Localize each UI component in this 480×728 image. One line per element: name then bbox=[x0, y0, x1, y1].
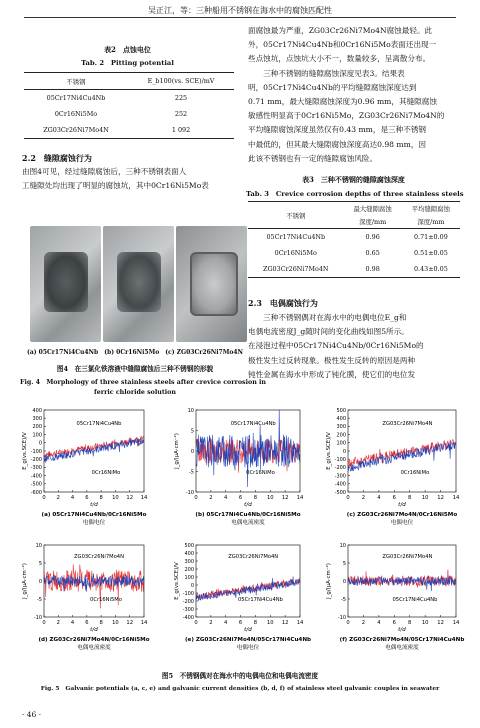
subfigure-caption-cn: 电偶电位 bbox=[390, 520, 414, 526]
figure5-caption-cn: 图5 不锈钢偶对在海水中的电偶电位和电偶电流密度 bbox=[161, 672, 319, 680]
y-tick-label: -400 bbox=[334, 481, 346, 488]
table3-row-steel: 0Cr16Ni5Mo bbox=[274, 249, 317, 257]
table2-col2: E_b100(vs. SCE)/mV bbox=[147, 77, 215, 85]
x-axis-label: t/d bbox=[398, 627, 406, 633]
y-tick-label: -300 bbox=[30, 465, 42, 472]
x-tick-label: 12 bbox=[281, 620, 289, 626]
y-tick-label: -10 bbox=[185, 489, 194, 496]
x-tick-label: 10 bbox=[266, 495, 274, 501]
x-tick-label: 0 bbox=[346, 620, 350, 626]
table3-row-max: 0.96 bbox=[365, 233, 380, 241]
table2-title-cn: 表2 点蚀电位 bbox=[104, 45, 151, 54]
x-tick-label: 2 bbox=[209, 620, 213, 626]
section-2-2: 2.2 缝隙腐蚀行为 bbox=[22, 153, 92, 163]
series-line-1 bbox=[44, 436, 144, 458]
figure5-caption-en: Fig. 5 Galvanic potentials (a, c, e) and galvanic current densities (b, d, f) of stainless steel galvanic couples in seawater bbox=[40, 685, 440, 692]
series-line-2 bbox=[44, 438, 144, 463]
x-tick-label: 4 bbox=[70, 620, 75, 626]
y-tick-label: -10 bbox=[33, 614, 42, 621]
right-paragraph-line: 极性发生过反转现象。极性发生反转的原因是两种 bbox=[248, 355, 416, 365]
subfigure-caption-cn: 电偶电位 bbox=[82, 520, 106, 526]
subfigure-caption-cn: 电偶电流密度 bbox=[77, 645, 111, 651]
x-tick-label: 6 bbox=[238, 495, 243, 501]
y-tick-label: -500 bbox=[30, 481, 42, 488]
y-tick-label: -200 bbox=[334, 465, 346, 472]
y-tick-label: -5 bbox=[37, 596, 42, 603]
series-annotation: ZG03Cr26Ni7Mo4N bbox=[382, 553, 433, 560]
y-tick-label: 100 bbox=[32, 432, 42, 439]
series-line-1 bbox=[348, 570, 456, 588]
y-tick-label: 10 bbox=[35, 542, 42, 549]
y-axis-label: J_g/(μA·cm⁻²) bbox=[22, 563, 28, 599]
right-paragraph-line: 此该不锈钢也有一定的缝隙腐蚀风险。 bbox=[248, 153, 378, 163]
x-tick-label: 4 bbox=[377, 620, 381, 626]
x-tick-label: 12 bbox=[126, 495, 134, 501]
x-tick-label: 0 bbox=[346, 495, 350, 501]
table3-col2: 最大缝隙腐蚀 bbox=[353, 205, 392, 213]
figure4-subcaption: (a) 05Cr17Ni4Cu4Nb (b) 0Cr16Ni5Mo (c) ZG03Cr26Ni7Mo4N bbox=[26, 349, 244, 356]
x-tick-label: 2 bbox=[56, 620, 60, 626]
table3-row-max: 0.65 bbox=[365, 249, 380, 257]
series-annotation: 05Cr17Ni4Cu4Nb bbox=[237, 597, 283, 604]
x-tick-label: 8 bbox=[408, 620, 412, 626]
table2-row-value: 1 092 bbox=[171, 126, 191, 134]
table3-row-steel: 05Cr17Ni4Cu4Nb bbox=[266, 233, 326, 241]
subfigure-caption: (a) 05Cr17Ni4Cu4Nb/0Cr16Ni5Mo bbox=[41, 512, 147, 518]
y-tick-label: 300 bbox=[184, 558, 194, 565]
subfigure-caption: (b) 05Cr17Ni4Cu4Nb/0Cr16Ni5Mo bbox=[195, 512, 301, 518]
right-paragraph-line: 在浸泡过程中05Cr17Ni4Cu4Nb/0Cr16Ni5Mo的 bbox=[248, 341, 424, 351]
series-annotation: 05Cr17Ni4Cu4Nb bbox=[76, 420, 122, 427]
table3-col1: 不锈钢 bbox=[248, 202, 344, 229]
table2-title-en: Tab. 2 Pitting potential bbox=[81, 59, 174, 67]
y-tick-label: 10 bbox=[187, 407, 194, 414]
y-tick-label: -200 bbox=[30, 457, 42, 463]
subfigure-caption-cn: 电偶电位 bbox=[236, 645, 260, 651]
x-tick-label: 14 bbox=[140, 620, 148, 626]
y-axis-label: J_g/(μA·cm⁻²) bbox=[174, 433, 180, 469]
y-tick-label: 0 bbox=[38, 440, 42, 447]
right-paragraph-line: 外，05Cr17Ni4Cu4Nb和0Cr16Ni5Mo表面还出现一 bbox=[248, 40, 437, 50]
x-tick-label: 6 bbox=[392, 495, 396, 501]
y-tick-label: -5 bbox=[189, 469, 194, 476]
table2-row-value: 252 bbox=[174, 110, 188, 118]
x-tick-label: 14 bbox=[296, 620, 304, 626]
x-tick-label: 12 bbox=[126, 620, 134, 626]
subfigure-caption: (e) ZG03Cr26Ni7Mo4N/05Cr17Ni4Cu4Nb bbox=[184, 637, 312, 643]
x-tick-label: 0 bbox=[194, 495, 198, 501]
y-tick-label: 500 bbox=[336, 407, 346, 414]
y-tick-label: -10 bbox=[337, 614, 346, 621]
x-axis-label: t/d bbox=[244, 627, 252, 633]
series-annotation: 0Cr16NiMo bbox=[91, 469, 121, 476]
right-paragraph-line: 中最低的，但其最大缝隙腐蚀深度高达0.98 mm，因 bbox=[248, 139, 427, 149]
y-tick-label: -100 bbox=[30, 448, 42, 455]
right-paragraph-line: 三种不锈钢偶对在海水中的电偶电位E_g和 bbox=[248, 313, 407, 322]
right-paragraph-line: 0.71 mm，最大缝隙腐蚀深度为0.96 mm，其缝隙腐蚀 bbox=[248, 97, 437, 106]
x-tick-label: 8 bbox=[253, 495, 258, 501]
x-tick-label: 14 bbox=[296, 495, 304, 501]
y-tick-label: -300 bbox=[334, 473, 346, 480]
figure4-caption-cn: 图4 在三氯化铁溶液中缝隙腐蚀后三种不锈钢的形貌 bbox=[56, 365, 214, 373]
left-paragraph-line: 由图4可见，经过缝隙腐蚀后，三种不锈钢表面人 bbox=[22, 167, 187, 176]
subfigure-caption: (c) ZG03Cr26Ni7Mo4N/0Cr16Ni5Mo bbox=[346, 512, 458, 518]
x-tick-label: 10 bbox=[112, 620, 119, 626]
x-tick-label: 2 bbox=[209, 495, 213, 501]
x-axis-label: t/d bbox=[90, 502, 98, 508]
chart-panel-b bbox=[173, 408, 304, 526]
right-paragraph-line: 些点蚀坑，点蚀坑大小不一，数量较多，呈离散分布。 bbox=[248, 54, 431, 64]
table3-title-cn: 表3 三种不锈钢的缝隙腐蚀深度 bbox=[302, 175, 405, 184]
y-tick-label: 200 bbox=[32, 424, 42, 431]
y-tick-label: -600 bbox=[30, 489, 42, 496]
chart-panel-a bbox=[22, 408, 148, 526]
figure4-caption-en: Fig. 4 Morphology of three stainless steels after crevice corrosion in bbox=[20, 379, 266, 386]
table2-row-steel: 05Cr17Ni4Cu4Nb bbox=[46, 94, 106, 102]
x-tick-label: 6 bbox=[85, 620, 89, 626]
series-annotation: ZG03Cr26Ni7Mo4N bbox=[74, 553, 124, 560]
x-tick-label: 4 bbox=[70, 495, 75, 501]
y-tick-label: 0 bbox=[190, 448, 194, 455]
right-paragraph-line: 明，05Cr17Ni4Cu4Nb的平均缝隙腐蚀深度达到 bbox=[248, 82, 417, 92]
y-tick-label: 0 bbox=[190, 582, 194, 589]
x-tick-label: 6 bbox=[85, 495, 89, 501]
running-header: 吴正江，等：三种船用不锈钢在海水中的腐蚀匹配性 bbox=[148, 6, 332, 15]
x-axis-label: t/d bbox=[398, 502, 406, 508]
x-tick-label: 4 bbox=[377, 495, 381, 501]
left-paragraph-line: 工缝隙处均出现了明显的腐蚀坑，其中0Cr16Ni5Mo表 bbox=[22, 181, 209, 190]
table3-col3-unit: 深度/mm bbox=[417, 218, 445, 226]
series-line-2 bbox=[348, 576, 456, 591]
series-annotation: 0Cr16NiMo bbox=[400, 469, 430, 476]
y-tick-label: 200 bbox=[184, 566, 194, 573]
y-tick-label: 200 bbox=[336, 432, 346, 439]
table3-row-avg: 0.51±0.05 bbox=[413, 249, 448, 257]
series-annotation: 0Cr16Ni5Mo bbox=[90, 597, 122, 604]
y-tick-label: -400 bbox=[30, 473, 42, 480]
y-tick-label: 300 bbox=[32, 416, 42, 422]
series-annotation: ZG03Cr26Ni7Mo4N bbox=[382, 420, 433, 427]
x-tick-label: 8 bbox=[99, 620, 103, 626]
x-tick-label: 10 bbox=[421, 620, 429, 626]
y-axis-label: E_g(vs.SCE)/V bbox=[22, 432, 28, 470]
x-tick-label: 6 bbox=[238, 620, 243, 626]
table3-row-avg: 0.71±0.09 bbox=[413, 233, 448, 241]
chart-panel-f bbox=[325, 543, 464, 651]
y-tick-label: 400 bbox=[336, 416, 346, 422]
y-tick-label: 5 bbox=[190, 428, 194, 435]
y-tick-label: -100 bbox=[334, 457, 346, 463]
y-tick-label: -200 bbox=[182, 598, 194, 605]
series-annotation: 05Cr17Ni4Cu4Nb bbox=[392, 597, 438, 604]
x-tick-label: 0 bbox=[42, 620, 46, 626]
table3-row-steel: ZG03Cr26Ni7Mo4N bbox=[263, 265, 329, 273]
x-tick-label: 10 bbox=[112, 495, 119, 501]
right-paragraph-line: 电偶电流密度J_g随时间的变化曲线如图5所示。 bbox=[248, 327, 409, 337]
x-tick-label: 10 bbox=[266, 620, 274, 626]
x-tick-label: 12 bbox=[281, 495, 289, 501]
x-tick-label: 12 bbox=[437, 620, 444, 626]
y-tick-label: 0 bbox=[342, 448, 346, 455]
y-tick-label: 400 bbox=[184, 550, 194, 557]
chart-panel-c bbox=[326, 408, 460, 526]
y-tick-label: 10 bbox=[339, 542, 346, 549]
right-paragraph-line: 平均缝隙腐蚀深度虽然仅有0.43 mm，是三种不锈钢 bbox=[248, 125, 427, 135]
table2-row-steel: ZG03Cr26Ni7Mo4N bbox=[43, 126, 109, 134]
y-tick-label: 300 bbox=[336, 424, 346, 431]
x-tick-label: 0 bbox=[194, 620, 198, 626]
chart-panel-e bbox=[174, 543, 311, 651]
page-number: · 46 · bbox=[22, 710, 42, 719]
table3-row-avg: 0.43±0.05 bbox=[413, 265, 448, 273]
figure4-caption-en: ferric chloride solution bbox=[94, 389, 176, 396]
x-tick-label: 2 bbox=[56, 495, 60, 501]
x-tick-label: 14 bbox=[452, 620, 460, 626]
x-tick-label: 14 bbox=[140, 495, 148, 501]
table2-row-value: 225 bbox=[174, 94, 188, 102]
series-annotation: ZG03Cr26Ni7Mo4N bbox=[228, 553, 279, 560]
y-tick-label: -5 bbox=[341, 596, 346, 603]
x-tick-label: 14 bbox=[452, 495, 460, 501]
x-axis-label: t/d bbox=[90, 627, 98, 633]
y-tick-label: -300 bbox=[182, 606, 194, 613]
x-tick-label: 8 bbox=[99, 495, 103, 501]
x-tick-label: 0 bbox=[42, 495, 46, 501]
y-tick-label: 5 bbox=[342, 560, 346, 567]
series-annotation: 0Cr16NiMo bbox=[246, 469, 275, 476]
table3-col3: 平均缝隙腐蚀 bbox=[411, 205, 451, 213]
y-tick-label: 5 bbox=[38, 560, 42, 567]
subfigure-caption-cn: 电偶电流密度 bbox=[231, 520, 265, 526]
y-tick-label: 400 bbox=[32, 407, 42, 414]
subfigure-caption: (f) ZG03Cr26Ni7Mo4N/05Cr17Ni4Cu4Nb bbox=[339, 637, 465, 643]
table3-title-en: Tab. 3 Crevice corrosion depths of three stainless steels bbox=[246, 190, 464, 198]
right-paragraph-line: 面腐蚀最为严重，ZG03Cr26Ni7Mo4N腐蚀最轻。此 bbox=[248, 26, 433, 35]
x-tick-label: 2 bbox=[361, 620, 366, 626]
x-tick-label: 10 bbox=[421, 495, 429, 501]
y-tick-label: -100 bbox=[182, 590, 194, 597]
subfigure-caption-cn: 电偶电流密度 bbox=[385, 645, 419, 651]
x-tick-label: 8 bbox=[408, 495, 412, 501]
right-paragraph-line: 敏感性明显高于0Cr16Ni5Mo，ZG03Cr26Ni7Mo4N的 bbox=[248, 111, 445, 121]
series-annotation: 05Cr17Ni4Cu4Nb bbox=[230, 420, 276, 427]
y-tick-label: 500 bbox=[184, 542, 194, 549]
y-tick-label: 0 bbox=[38, 578, 42, 585]
x-tick-label: 4 bbox=[224, 495, 228, 501]
subfigure-caption: (d) ZG03Cr26Ni7Mo4N/0Cr16Ni5Mo bbox=[38, 637, 150, 643]
x-tick-label: 8 bbox=[253, 620, 258, 626]
y-axis-label: E_g(vs.SCE)/V bbox=[174, 562, 180, 600]
chart-panel-d bbox=[21, 543, 150, 651]
table2-row-steel: 0Cr16Ni5Mo bbox=[54, 110, 98, 118]
table3-row-max: 0.98 bbox=[365, 265, 380, 273]
table2-col1: 不锈钢 bbox=[66, 77, 86, 86]
section-2-3: 2.3 电偶腐蚀行为 bbox=[248, 298, 318, 308]
x-tick-label: 12 bbox=[437, 495, 444, 501]
right-paragraph-line: 钝性金属在海水中形成了钝化膜，使它们的电位发 bbox=[248, 369, 416, 379]
x-tick-label: 4 bbox=[224, 620, 228, 626]
y-axis-label: J_g/(μA·cm⁻²) bbox=[326, 563, 332, 599]
y-axis-label: E_g(vs.SCE)/V bbox=[326, 432, 332, 470]
y-tick-label: 100 bbox=[184, 574, 194, 581]
y-tick-label: 0 bbox=[342, 578, 346, 585]
y-tick-label: -500 bbox=[334, 489, 346, 496]
x-tick-label: 2 bbox=[361, 495, 366, 501]
table3-col2-unit: 深度/mm bbox=[359, 218, 387, 226]
x-tick-label: 6 bbox=[392, 620, 396, 626]
right-paragraph-line: 三种不锈钢的缝隙腐蚀深度见表3。结果表 bbox=[248, 68, 405, 78]
y-tick-label: -400 bbox=[182, 614, 194, 621]
x-axis-label: t/d bbox=[244, 502, 252, 508]
y-tick-label: 100 bbox=[336, 440, 346, 447]
